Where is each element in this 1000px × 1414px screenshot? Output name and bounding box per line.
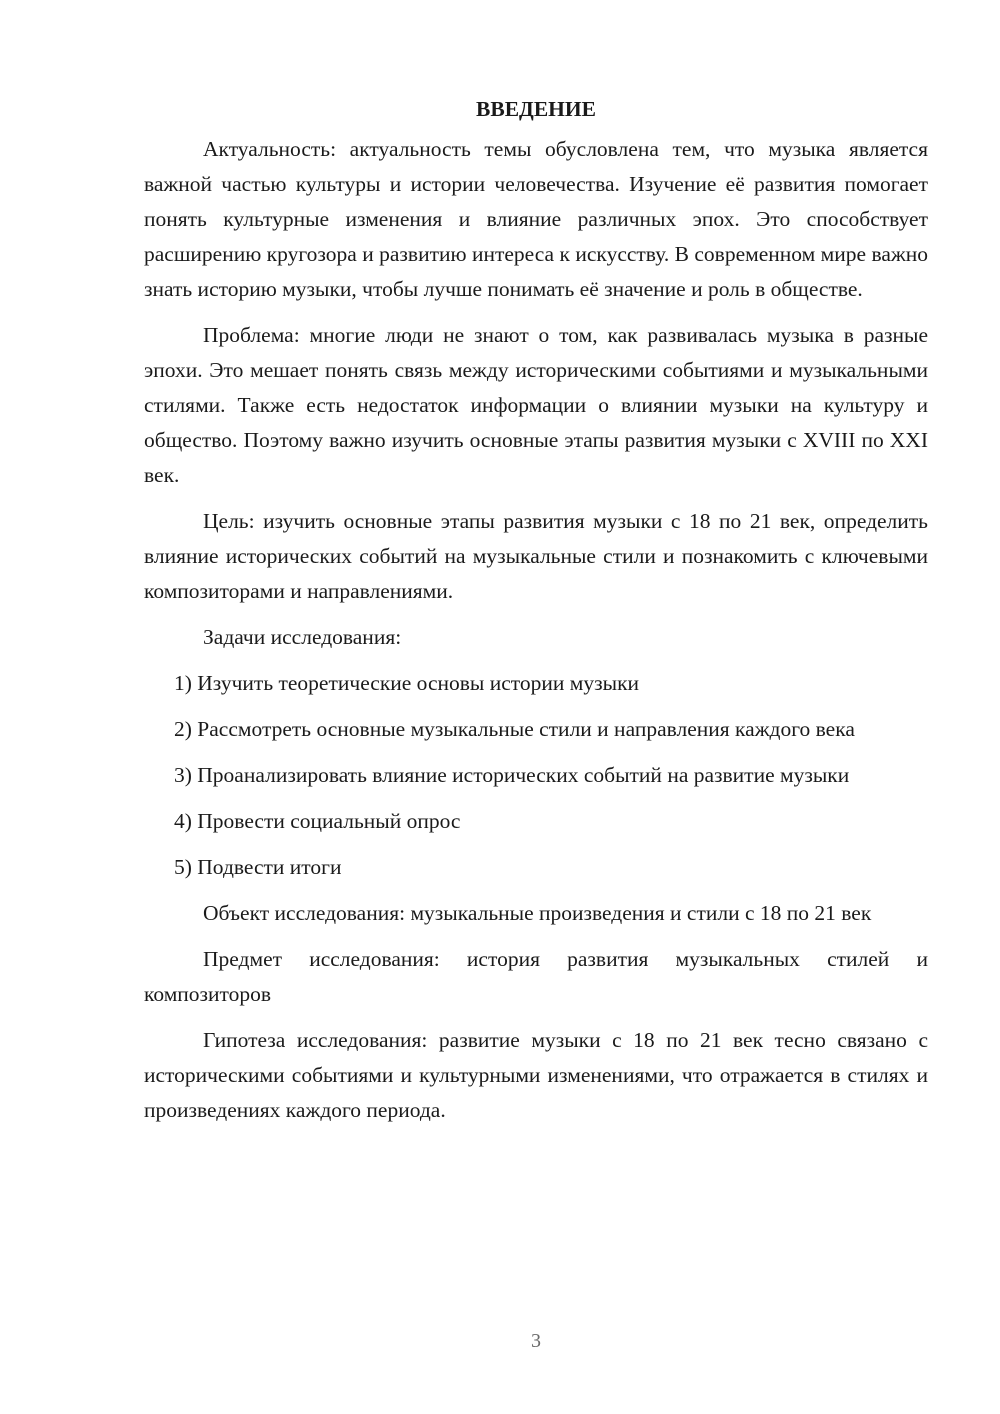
task-item-1: 1) Изучить теоретические основы истории музыки [174, 671, 640, 695]
relevance-paragraph: Актуальность: актуальность темы обусловлена тем, что музыка является важной частью культуры и истории человечества. Изучение её развития помогает понять культурные изменения и влияние различных эпох. Это способствует расширению кругозора и развитию интереса к искусству. В современном мире важно знать историю музыки, чтобы лучше понимать её значение и роль в обществе. [144, 137, 928, 301]
hypothesis-paragraph: Гипотеза исследования: развитие музыки с 18 по 21 век тесно связано с историческими событиями и культурными изменениями, что отражается в стилях и произведениях каждого периода. [144, 1028, 928, 1122]
subject-paragraph: Предмет исследования: история развития музыкальных стилей и композиторов [144, 947, 928, 1006]
tasks-heading: Задачи исследования: [203, 625, 402, 649]
page-number: 3 [531, 1330, 541, 1352]
task-item-2: 2) Рассмотреть основные музыкальные стили и направления каждого века [174, 717, 855, 741]
goal-paragraph: Цель: изучить основные этапы развития музыки с 18 по 21 век, определить влияние исторических событий на музыкальные стили и познакомить с ключевыми композиторами и направлениями. [144, 509, 928, 603]
task-item-3: 3) Проанализировать влияние исторических событий на развитие музыки [174, 763, 850, 787]
page-title: ВВЕДЕНИЕ [476, 97, 596, 121]
object-paragraph: Объект исследования: музыкальные произведения и стили с 18 по 21 век [203, 901, 872, 925]
task-item-5: 5) Подвести итоги [174, 855, 342, 879]
problem-paragraph: Проблема: многие люди не знают о том, как развивалась музыка в разные эпохи. Это мешает понять связь между историческими событиями и музыкальными стилями. Также есть недостаток информации о влиянии музыки на культуру и общество. Поэтому важно изучить основные этапы развития музыки с XVIII по XXI век. [144, 323, 928, 487]
task-item-4: 4) Провести социальный опрос [174, 809, 461, 833]
document-body [144, 92, 928, 1139]
